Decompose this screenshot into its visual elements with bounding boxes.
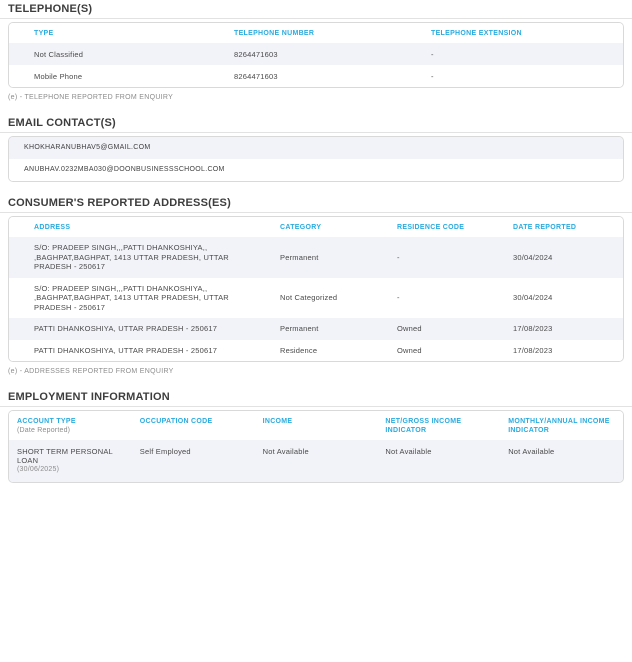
net-gross-income-indicator-cell: Not Available xyxy=(385,447,432,456)
column-header-residence-code: RESIDENCE CODE xyxy=(372,217,488,237)
emails-section-title: EMAIL CONTACT(S) xyxy=(8,117,116,129)
telephones-footnote: (e) - TELEPHONE REPORTED FROM ENQUIRY xyxy=(8,94,174,101)
section-divider xyxy=(0,18,632,19)
employment-section-title: EMPLOYMENT INFORMATION xyxy=(8,391,170,403)
address-row xyxy=(9,318,623,340)
telephone-extension-cell: - xyxy=(431,72,434,81)
column-header-address: ADDRESS xyxy=(9,217,255,237)
employment-row xyxy=(9,440,623,482)
date-reported-cell: 30/04/2024 xyxy=(513,252,553,262)
account-type-date-reported: (30/06/2025) xyxy=(17,466,60,473)
category-cell: Residence xyxy=(280,345,318,355)
date-reported-cell: 17/08/2023 xyxy=(513,345,553,355)
address-row xyxy=(9,340,623,362)
emails-section xyxy=(0,118,632,182)
column-header-telephone-number: TELEPHONE NUMBER xyxy=(209,23,406,43)
section-divider xyxy=(0,212,632,213)
email-item: ANUBHAV.0232MBA030@DOONBUSINESSSCHOOL.COM xyxy=(9,159,623,181)
date-reported-cell: 17/08/2023 xyxy=(513,324,553,334)
column-header-income: INCOME xyxy=(255,411,378,440)
category-cell: Permanent xyxy=(280,252,319,262)
column-header-monthly-annual-income-indicator: MONTHLY/ANNUAL INCOME INDICATOR xyxy=(500,411,623,440)
column-header-occupation-code: OCCUPATION CODE xyxy=(132,411,255,440)
telephones-section-title: TELEPHONE(S) xyxy=(8,3,93,15)
date-reported-cell: 30/04/2024 xyxy=(513,293,553,303)
email-item: KHOKHARANUBHAV5@GMAIL.COM xyxy=(9,137,623,159)
monthly-annual-income-indicator-cell: Not Available xyxy=(508,447,555,456)
account-type-cell xyxy=(9,440,132,482)
address-cell: PATTI DHANKOSHIYA, UTTAR PRADESH - 250617 xyxy=(34,345,218,355)
address-cell: PATTI DHANKOSHIYA, UTTAR PRADESH - 250617 xyxy=(34,324,218,333)
column-header-date-reported-sub: (Date Reported) xyxy=(17,427,71,434)
addresses-table xyxy=(8,216,624,362)
section-divider xyxy=(0,406,632,407)
column-header-date-reported: DATE REPORTED xyxy=(488,217,623,237)
residence-code-cell: - xyxy=(397,293,400,303)
telephone-number-cell: 8264471603 xyxy=(234,50,278,59)
telephones-header-row xyxy=(9,23,623,43)
telephone-row xyxy=(9,65,623,87)
telephones-section xyxy=(0,4,632,102)
residence-code-cell: - xyxy=(397,252,400,262)
address-row xyxy=(9,278,623,319)
column-header-type: TYPE xyxy=(9,23,209,43)
address-row xyxy=(9,237,623,278)
addresses-section-title: CONSUMER'S REPORTED ADDRESS(ES) xyxy=(8,197,231,209)
emails-list xyxy=(8,136,624,182)
addresses-section xyxy=(0,198,632,376)
telephone-row xyxy=(9,43,623,65)
telephones-table xyxy=(8,22,624,88)
addresses-footnote: (e) - ADDRESSES REPORTED FROM ENQUIRY xyxy=(8,368,174,375)
addresses-header-row xyxy=(9,217,623,237)
income-cell: Not Available xyxy=(262,447,309,456)
employment-section xyxy=(0,392,632,483)
employment-header-row xyxy=(9,411,623,440)
category-cell: Permanent xyxy=(280,324,319,334)
column-header-category: CATEGORY xyxy=(255,217,372,237)
column-header-account-type xyxy=(9,411,132,440)
column-header-net-gross-income-indicator: NET/GROSS INCOME INDICATOR xyxy=(377,411,500,440)
account-type-value: SHORT TERM PERSONAL LOAN xyxy=(17,447,113,465)
employment-table xyxy=(8,410,624,483)
telephone-type-cell: Mobile Phone xyxy=(34,72,83,81)
residence-code-cell: Owned xyxy=(397,345,422,355)
column-header-telephone-extension: TELEPHONE EXTENSION xyxy=(406,23,623,43)
telephone-extension-cell: - xyxy=(431,50,434,59)
category-cell: Not Categorized xyxy=(280,293,338,303)
occupation-code-cell: Self Employed xyxy=(139,447,191,456)
address-cell: S/O: PRADEEP SINGH,,,PATTI DHANKOSHIYA,, ,BAGHPAT,BAGHPAT, 1413 UTTAR PRADESH, UTTAR PRADESH - 250617 xyxy=(34,243,229,271)
section-divider xyxy=(0,132,632,133)
residence-code-cell: Owned xyxy=(397,324,422,334)
address-cell: S/O: PRADEEP SINGH,,,PATTI DHANKOSHIYA,, ,BAGHPAT,BAGHPAT, 1413 UTTAR PRADESH, UTTAR PRADESH - 250617 xyxy=(34,283,229,312)
column-header-account-type-label: ACCOUNT TYPE xyxy=(17,418,76,425)
telephone-type-cell: Not Classified xyxy=(34,50,84,59)
telephone-number-cell: 8264471603 xyxy=(234,72,278,81)
